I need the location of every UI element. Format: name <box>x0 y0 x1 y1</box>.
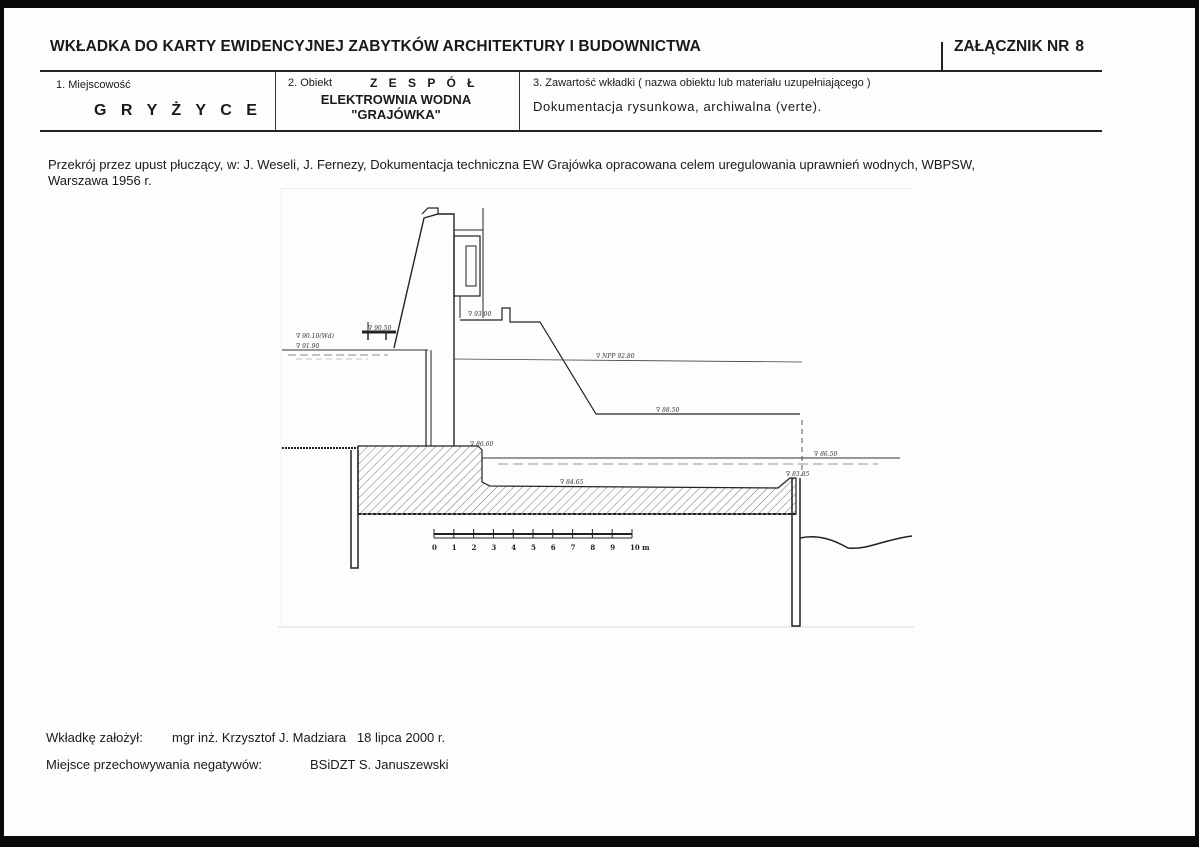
form-title: WKŁADKA DO KARTY EWIDENCYJNEJ ZABYTKÓW ARCHITEKTURY I BUDOWNICTWA <box>50 38 701 55</box>
level-84-65: ∇ 84.65 <box>560 479 584 486</box>
scale-tick-label: 2 <box>471 543 477 552</box>
scale-tick-label: 7 <box>570 543 576 552</box>
scale-tick-label: 8 <box>590 543 596 552</box>
downstream-slope <box>454 308 802 414</box>
author-label: Wkładkę założył: <box>46 730 143 745</box>
cell-divider-1 <box>275 72 276 130</box>
level-npp: ∇ NPP 92.80 <box>596 353 635 360</box>
locality-label: 1. Miejscowość <box>56 79 131 91</box>
level-86-60: ∇ 86.60 <box>470 441 494 448</box>
scale-tick-label: 10 m <box>630 543 650 552</box>
level-90-50: ∇ 90,50 <box>368 325 392 332</box>
locality-value: G R Y Ż Y C E <box>94 102 262 119</box>
scale-tick-label: 5 <box>531 543 536 552</box>
scale-bar <box>432 529 650 552</box>
storage-value: BSiDZT S. Januszewski <box>310 757 449 772</box>
annex-label-text: ZAŁĄCZNIK NR <box>954 38 1070 55</box>
object-label: 2. Obiekt <box>288 77 333 89</box>
header-rule-bottom <box>40 130 1102 132</box>
storage-label: Miejsce przechowywania negatywów: <box>46 757 263 772</box>
drawing-caption: Przekrój przez upust płuczący, w: J. Weseli, J. Fernezy, Dokumentacja techniczna EW Grajówka opracowana celem uregulowania uprawnień wodnych, WBPSW, Warszawa 1956 r. <box>48 157 976 188</box>
object-name-line2: "GRAJÓWKA" <box>351 107 441 122</box>
cross-section-drawing <box>278 188 918 630</box>
scale-tick-label: 3 <box>491 543 497 552</box>
downstream-water <box>482 458 900 464</box>
sluice-gate <box>454 230 483 318</box>
scale-tick-label: 9 <box>610 543 616 552</box>
cell-divider-2 <box>519 72 520 130</box>
scale-tick-label: 0 <box>432 543 437 552</box>
scale-tick-label: 4 <box>511 543 517 552</box>
object-group: Z E S P Ó Ł <box>370 76 479 90</box>
annex-number: 8 <box>1075 38 1084 55</box>
scale-labels <box>432 543 650 552</box>
object-name-line1: ELEKTROWNIA WODNA <box>320 92 472 107</box>
right-ground-surface <box>800 536 912 548</box>
content-label: 3. Zawartość wkładki ( nazwa obiektu lub materiału uzupełniającego ) <box>533 77 871 89</box>
drawing-frame <box>278 188 914 628</box>
author-value: mgr inż. Krzysztof J. Madziara 18 lipca 2000 r. <box>172 730 446 745</box>
weir-wall <box>394 208 483 446</box>
level-91-90: ∇ 91.90 <box>296 343 320 350</box>
scale-tick-label: 6 <box>550 543 556 552</box>
annex-label <box>954 38 1084 56</box>
level-83-85: ∇ 83.85 <box>786 471 810 478</box>
object-name <box>290 92 502 122</box>
level-86-50: ∇ 86.50 <box>814 451 838 458</box>
level-93-00: ∇ 93.00 <box>468 311 492 318</box>
header-rule-top <box>40 70 1102 72</box>
level-88-50: ∇ 88.50 <box>656 407 680 414</box>
content-value: Dokumentacja rysunkowa, archiwalna (verte). <box>533 99 822 114</box>
scale-tick-label: 1 <box>451 543 457 552</box>
header-divider <box>941 42 943 70</box>
level-90-10: ∇ 90.10(Wd) <box>296 333 334 340</box>
upstream-water <box>282 350 428 359</box>
sheet-pile-left <box>351 450 358 568</box>
